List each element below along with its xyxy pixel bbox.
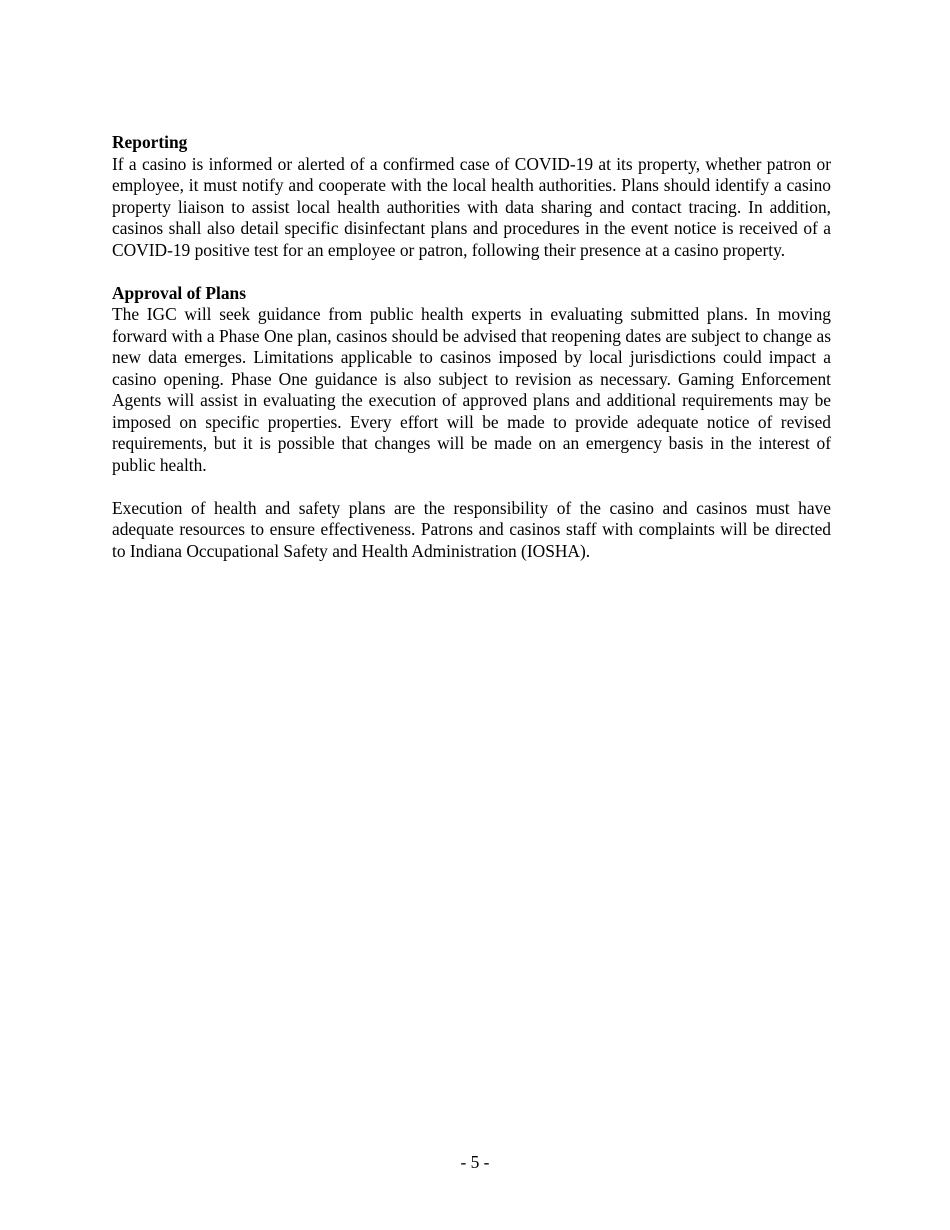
page-number: - 5 - <box>460 1152 490 1172</box>
reporting-paragraph: If a casino is informed or alerted of a confirmed case of COVID-19 at its property, whether patron or employee, it must notify and cooperate with the local health authorities. Plans should identify a casino property liaison to assist local health authorities with data sharing and contact tracing. In addition, casinos shall also detail specific disinfectant plans and procedures in the event notice is received of a COVID-19 positive test for an employee or patron, following their presence at a casino property. <box>112 153 831 260</box>
approval-paragraph-2: Execution of health and safety plans are the responsibility of the casino and casinos must have adequate resources to ensure effectiveness. Patrons and casinos staff with complaints will be directed to Indiana Occupational Safety and Health Administration (IOSHA). <box>112 497 831 561</box>
section-heading-approval-of-plans: Approval of Plans <box>112 282 246 303</box>
approval-paragraph-1: The IGC will seek guidance from public health experts in evaluating submitted plans. In moving forward with a Phase One plan, casinos should be advised that reopening dates are subject to change as new data emerges. Limitations applicable to casinos imposed by local jurisdictions could impact a casino opening. Phase One guidance is also subject to revision as necessary. Gaming Enforcement Agents will assist in evaluating the execution of approved plans and additional requirements may be imposed on specific properties. Every effort will be made to provide adequate notice of revised requirements, but it is possible that changes will be made on an emergency basis in the interest of public health. <box>112 304 831 475</box>
section-spacer <box>112 261 831 283</box>
paragraph-spacer <box>112 476 831 498</box>
section-heading-reporting: Reporting <box>112 132 188 152</box>
document-body <box>112 132 831 562</box>
